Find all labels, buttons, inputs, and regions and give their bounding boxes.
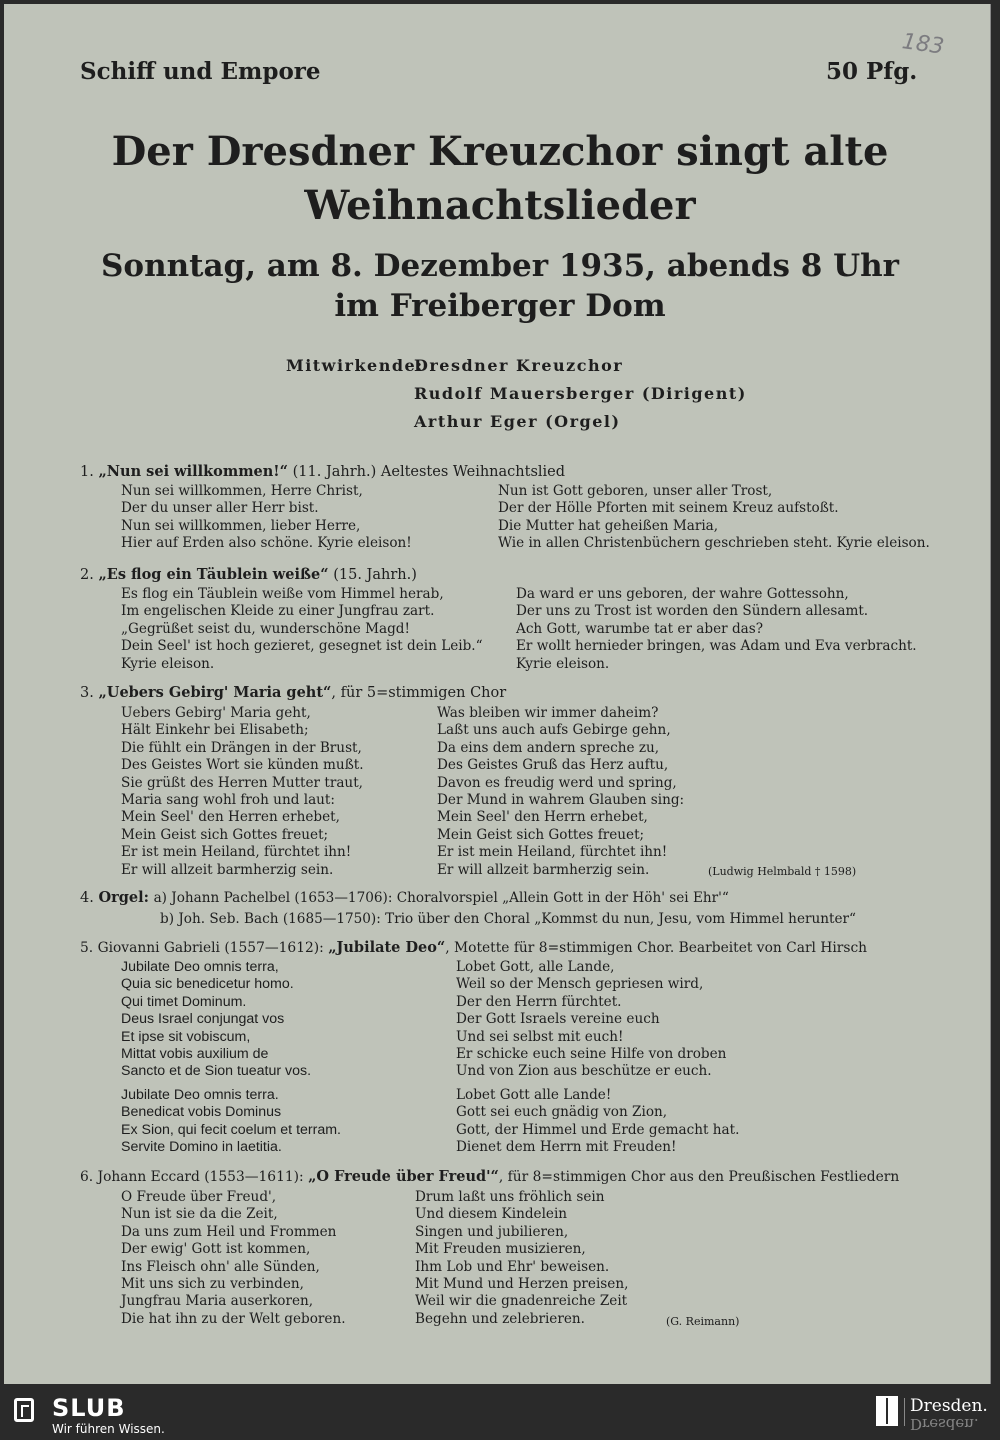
item-2-text-left (121, 586, 483, 673)
item-5-latin-left (121, 959, 311, 1081)
verse-line: Ex Sion, qui fecit coelum et terram. (121, 1121, 341, 1138)
verse-line: Jubilate Deo omnis terra. (121, 1087, 279, 1103)
program-item-2-heading (80, 566, 417, 583)
verse-line: Hält Einkehr bei Elisabeth; (121, 722, 309, 739)
verse-line: Und diesem Kindelein (415, 1206, 568, 1223)
header-location: Schiff und Empore (80, 58, 321, 85)
item-3-text-left (121, 705, 364, 879)
item-2-text-right (516, 586, 917, 673)
verse-line: Es flog ein Täublein weiße vom Himmel herab, (121, 586, 444, 602)
item-title: Orgel: (98, 889, 149, 906)
item-6-text-left (121, 1189, 346, 1328)
slub-name[interactable]: SLUB (52, 1394, 126, 1422)
verse-line: Er wollt hernieder bringen, was Adam und Eva verbracht. (516, 638, 917, 655)
item-number: 4. (80, 890, 94, 906)
verse-line: Weil so der Mensch gepriesen wird, (456, 976, 704, 993)
verse-line: Gott sei euch gnädig von Zion, (456, 1104, 668, 1121)
archive-pencil-mark: 183 (900, 29, 946, 60)
performers-label: Mitwirkende: (286, 356, 424, 375)
title-date: Sonntag, am 8. Dezember 1935, abends 8 Uhr (101, 248, 899, 284)
verse-line: Hier auf Erden also schöne. Kyrie eleison! (121, 535, 412, 552)
verse-line: Benedicat vobis Dominus (121, 1104, 282, 1121)
verse-line: Mit uns sich zu verbinden, (121, 1276, 304, 1293)
item-note: (15. Jahrh.) (333, 567, 417, 583)
verse-line: Und von Zion aus beschütze er euch. (456, 1063, 712, 1080)
item-number: 3. (80, 685, 94, 701)
item-5-german-right-2 (456, 1087, 739, 1157)
item-title: „O Freude über Freud'“ (308, 1168, 499, 1185)
program-item-1-heading (80, 463, 565, 480)
verse-line: Sie grüßt des Herren Mutter traut, (121, 774, 363, 791)
performer: Dresdner Kreuzchor (414, 356, 624, 375)
verse-line: Begehn und zelebrieren. (415, 1310, 585, 1327)
verse-line: Der Mund in wahrem Glauben sing: (437, 792, 685, 809)
verse-line: Er ist mein Heiland, fürchtet ihn! (437, 844, 668, 861)
program-item-5-heading (80, 939, 867, 956)
verse-line: Jungfrau Maria auserkoren, (121, 1293, 314, 1310)
verse-line: Mit Freuden musizieren, (415, 1241, 586, 1258)
verse-line: Lobet Gott, alle Lande, (456, 959, 615, 975)
verse-line: Die Mutter hat geheißen Maria, (498, 517, 719, 534)
verse-line: Quia sic benedicetur homo. (121, 976, 294, 993)
verse-line: Gott, der Himmel und Erde gemacht hat. (456, 1121, 740, 1138)
item-title: „Es flog ein Täublein weiße“ (98, 566, 329, 583)
item-number: 1. (80, 464, 94, 480)
item-5-german-right (456, 959, 726, 1081)
verse-line: Jubilate Deo omnis terra, (121, 959, 279, 975)
verse-line: Maria sang wohl froh und laut: (121, 792, 335, 809)
header-price: 50 Pfg. (826, 58, 918, 85)
item-5-latin-left-2 (121, 1087, 341, 1157)
verse-line: Qui timet Dominum. (121, 993, 247, 1010)
verse-line: Nun sei willkommen, Herre Christ, (121, 483, 363, 499)
verse-line: Kyrie eleison. (516, 655, 610, 672)
verse-line: Dienet dem Herrn mit Freuden! (456, 1139, 677, 1156)
verse-line: Der uns zu Trost ist worden den Sündern allesamt. (516, 603, 869, 620)
verse-line: Deus Israel conjungat vos (121, 1011, 285, 1028)
dresden-logo-text[interactable]: Dresden. (910, 1396, 988, 1416)
program-item-4-heading (80, 889, 729, 906)
item-composer: Johann Eccard (1553—1611): (97, 1169, 309, 1185)
item-1-text-left (121, 483, 412, 553)
organ-piece-b: b) Joh. Seb. Bach (1685—1750): Trio über den Choral „Kommst du nun, Jesu, vom Himmel herunter“ (160, 911, 856, 927)
item-title: „Nun sei willkommen!“ (98, 463, 289, 480)
verse-line: Weil wir die gnadenreiche Zeit (415, 1293, 628, 1310)
footer-divider (904, 1398, 905, 1426)
item-note: , für 5=stimmigen Chor (331, 685, 507, 701)
verse-line: Der Gott Israels vereine euch (456, 1011, 660, 1028)
verse-line: „Gegrüßet seist du, wunderschöne Magd! (121, 620, 410, 637)
verse-line: Die hat ihn zu der Welt geboren. (121, 1310, 346, 1327)
verse-line: Des Geistes Wort sie künden mußt. (121, 757, 364, 774)
verse-line: Davon es freudig werd und spring, (437, 774, 677, 791)
verse-line: Mein Seel' den Herren erhebet, (121, 809, 340, 826)
verse-line: Ach Gott, warumbe tat er aber das? (516, 620, 764, 637)
verse-line: Er schicke euch seine Hilfe von droben (456, 1046, 727, 1063)
verse-line: Nun sei willkommen, lieber Herre, (121, 517, 361, 534)
item-title: „Uebers Gebirg' Maria geht“ (98, 684, 332, 701)
item-title: „Jubilate Deo“ (328, 939, 446, 956)
verse-line: Lobet Gott alle Lande! (456, 1087, 612, 1103)
verse-line: Ihm Lob und Ehr' beweisen. (415, 1258, 610, 1275)
performer: Rudolf Mauersberger (Dirigent) (414, 384, 747, 403)
verse-line: Servite Domino in laetitia. (121, 1139, 282, 1156)
verse-line: Uebers Gebirg' Maria geht, (121, 705, 311, 721)
slub-logo-icon[interactable] (14, 1398, 34, 1422)
title-line-2: Weihnachtslieder (304, 182, 696, 229)
verse-line: Ins Fleisch ohn' alle Sünden, (121, 1258, 320, 1275)
viewer-footer (0, 1388, 1000, 1440)
verse-line: Da ward er uns geboren, der wahre Gottessohn, (516, 586, 849, 602)
verse-line: Et ipse sit vobiscum, (121, 1028, 251, 1045)
verse-line: Nun ist Gott geboren, unser aller Trost, (498, 483, 773, 499)
verse-line: Sancto et de Sion tueatur vos. (121, 1063, 312, 1080)
item-number: 5. (80, 940, 94, 956)
program-item-6-heading (80, 1168, 899, 1185)
slub-tagline: Wir führen Wissen. (52, 1422, 165, 1436)
verse-line: Der den Herrn fürchtet. (456, 993, 622, 1010)
item-note: , für 8=stimmigen Chor aus den Preußischen Festliedern (498, 1169, 900, 1185)
verse-line: Der du unser aller Herr bist. (121, 500, 319, 517)
title-venue: im Freiberger Dom (334, 288, 666, 324)
verse-line: Nun ist sie da die Zeit, (121, 1206, 278, 1223)
verse-line: Er will allzeit barmherzig sein. (121, 861, 334, 878)
verse-line: Laßt uns auch aufs Gebirge gehn, (437, 722, 671, 739)
verse-line: Er ist mein Heiland, fürchtet ihn! (121, 844, 352, 861)
item-3-text-right (437, 705, 684, 879)
verse-line: Mein Geist sich Gottes freuet; (121, 826, 329, 843)
program-item-3-heading (80, 684, 506, 701)
title-line-1: Der Dresdner Kreuzchor singt alte (111, 128, 889, 175)
verse-line: O Freude über Freud', (121, 1189, 277, 1205)
verse-line: Was bleiben wir immer daheim? (437, 705, 659, 721)
verse-line: Singen und jubilieren, (415, 1223, 569, 1240)
performer: Arthur Eger (Orgel) (414, 412, 621, 431)
item-3-credit: (Ludwig Helmbald † 1598) (708, 865, 857, 878)
item-6-credit: (G. Reimann) (666, 1315, 740, 1328)
verse-line: Drum laßt uns fröhlich sein (415, 1189, 605, 1205)
verse-line: Mein Geist sich Gottes freuet; (437, 826, 645, 843)
item-note: , Motette für 8=stimmigen Chor. Bearbeitet von Carl Hirsch (445, 940, 868, 956)
item-composer: Giovanni Gabrieli (1557—1612): (97, 940, 329, 956)
verse-line: Im engelischen Kleide zu einer Jungfrau zart. (121, 603, 435, 620)
verse-line: Mittat vobis auxilium de (121, 1046, 269, 1063)
dresden-logo-reflection: Dresden. (910, 1415, 979, 1433)
item-number: 6. (80, 1169, 94, 1185)
verse-line: Mein Seel' den Herrn erhebet, (437, 809, 648, 826)
verse-line: Der der Hölle Pforten mit seinem Kreuz aufstoßt. (498, 500, 839, 517)
verse-line: Da uns zum Heil und Frommen (121, 1223, 337, 1240)
item-number: 2. (80, 567, 94, 583)
verse-line: Da eins dem andern spreche zu, (437, 739, 660, 756)
verse-line: Und sei selbst mit euch! (456, 1028, 624, 1045)
verse-line: Dein Seel' ist hoch gezieret, gesegnet ist dein Leib.“ (121, 638, 483, 655)
verse-line: Wie in allen Christenbüchern geschrieben steht. Kyrie eleison. (498, 535, 930, 552)
dresden-crest-icon[interactable] (876, 1396, 898, 1426)
verse-line: Kyrie eleison. (121, 655, 215, 672)
verse-line: Er will allzeit barmherzig sein. (437, 861, 650, 878)
verse-line: Der ewig' Gott ist kommen, (121, 1241, 311, 1258)
verse-line: Des Geistes Gruß das Herz auftu, (437, 757, 669, 774)
organ-piece-a: a) Johann Pachelbel (1653—1706): Choralvorspiel „Allein Gott in der Höh' sei Ehr'“ (153, 890, 729, 906)
verse-line: Die fühlt ein Drängen in der Brust, (121, 739, 362, 756)
verse-line: Mit Mund und Herzen preisen, (415, 1276, 629, 1293)
item-6-text-right (415, 1189, 628, 1328)
item-1-text-right (498, 483, 930, 553)
item-note: (11. Jahrh.) Aeltestes Weihnachtslied (292, 464, 566, 480)
